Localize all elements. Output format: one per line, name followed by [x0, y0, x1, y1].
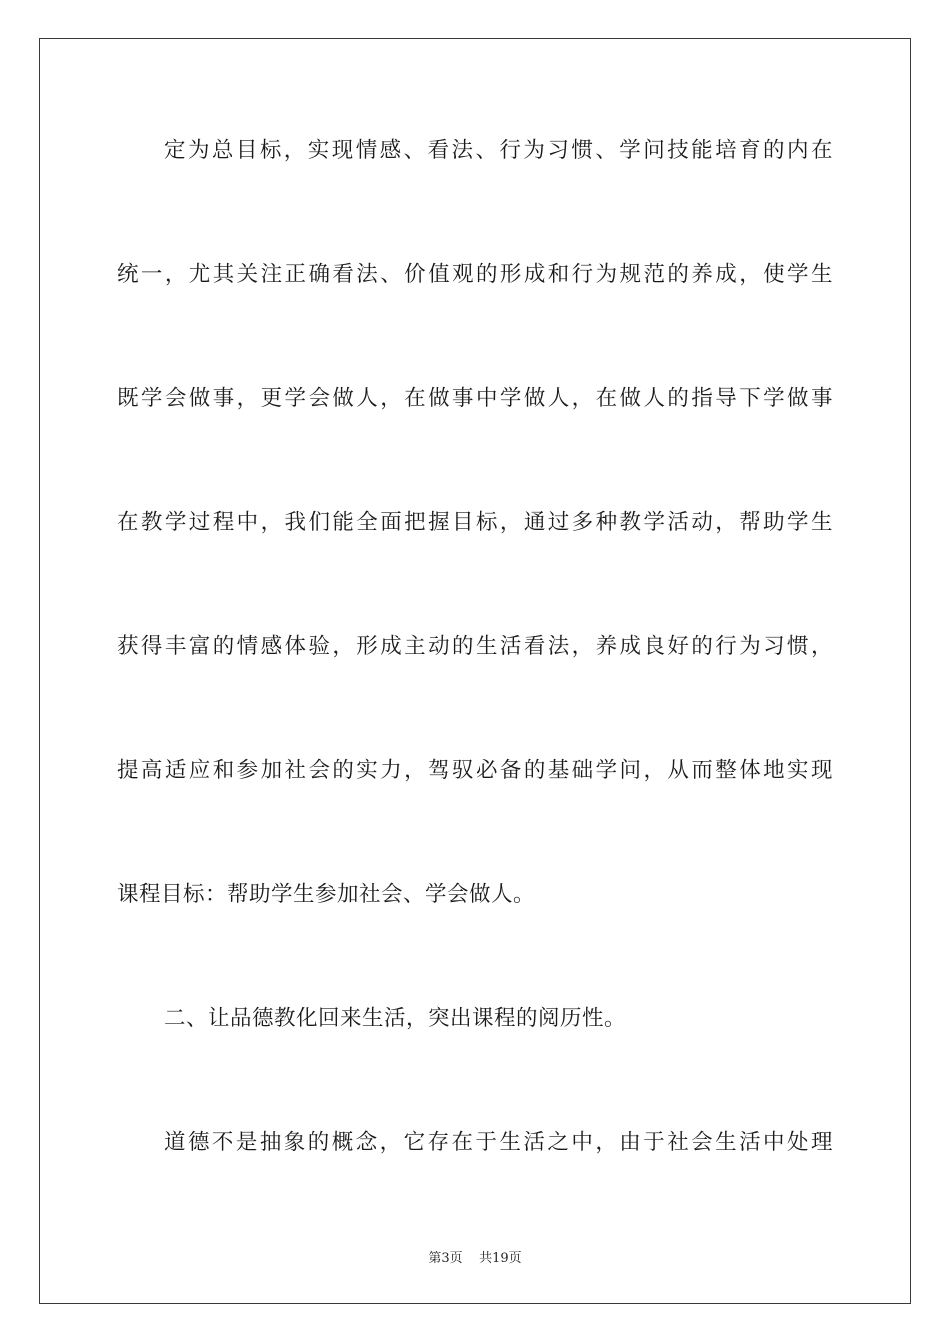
paragraph-line-5: 获得丰富的情感体验，形成主动的生活看法，养成良好的行为习惯，: [117, 634, 833, 659]
paragraph-line-3: 既学会做事，更学会做人，在做事中学做人，在做人的指导下学做事: [117, 386, 833, 411]
paragraph-line-2: 统一，尤其关注正确看法、价值观的形成和行为规范的养成，使学生: [117, 262, 833, 287]
page-border: [39, 38, 911, 1304]
paragraph-line-4: 在教学过程中，我们能全面把握目标，通过多种教学活动，帮助学生: [117, 510, 833, 535]
paragraph-line-1: 定为总目标，实现情感、看法、行为习惯、学问技能培育的内在: [164, 138, 833, 163]
page-number: 第3页 共19页: [428, 1251, 522, 1266]
paragraph-line-6: 提高适应和参加社会的实力，驾驭必备的基础学问，从而整体地实现: [117, 758, 833, 783]
paragraph-line-9: 道德不是抽象的概念，它存在于生活之中，由于社会生活中处理: [164, 1130, 833, 1155]
section-heading: 二、让品德教化回来生活，突出课程的阅历性。: [164, 1006, 627, 1031]
paragraph-line-7: 课程目标：帮助学生参加社会、学会做人。: [117, 882, 536, 907]
